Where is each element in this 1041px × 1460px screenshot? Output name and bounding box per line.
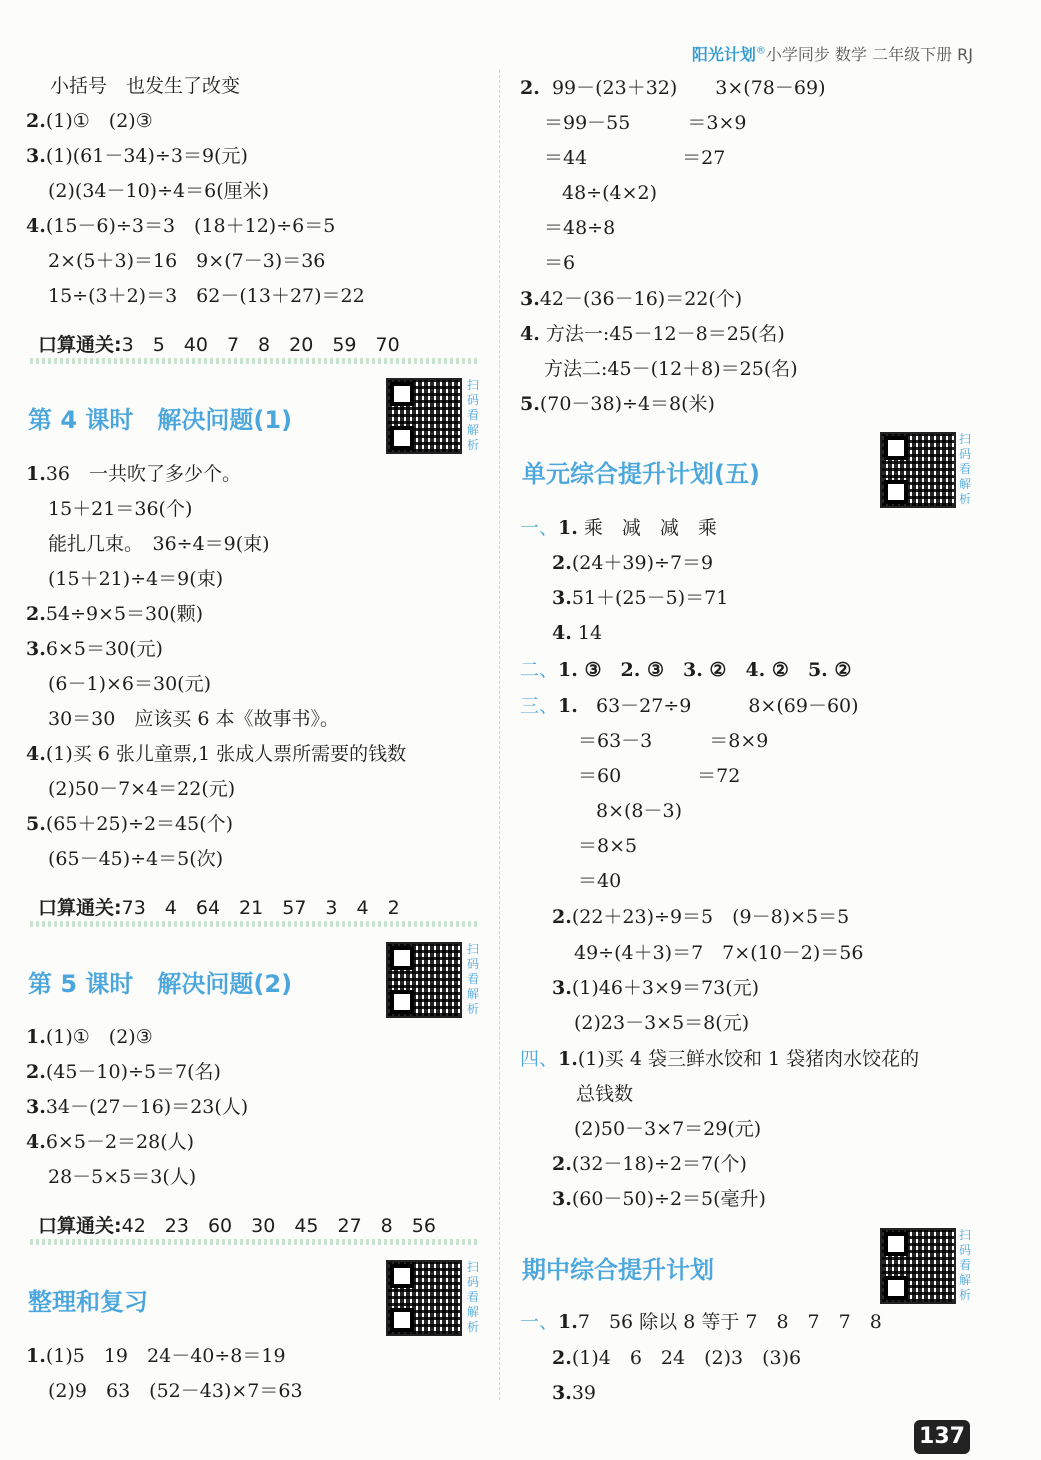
page-header — [692, 42, 973, 65]
answer-line: (2)50－7×4＝22(元) — [48, 778, 236, 800]
oral-calc-values: 73 4 64 21 57 3 4 2 — [121, 897, 400, 919]
qr-caption-char: 析 — [466, 438, 479, 452]
answer-line: (2)50－3×7＝29(元) — [574, 1118, 762, 1140]
answer-line — [520, 516, 717, 540]
answer-line: ＝44 ＝27 — [544, 147, 726, 169]
question-number: 2. — [26, 110, 46, 132]
answer-text: (65＋25)÷2＝45(个) — [45, 813, 234, 835]
answer-line — [26, 1344, 286, 1368]
answer-line — [552, 1152, 747, 1176]
answer-line — [26, 742, 406, 766]
answer-line: 方法二:45－(12＋8)＝25(名) — [544, 358, 798, 380]
answer-line — [552, 621, 602, 645]
qr-caption-char: 析 — [958, 1288, 971, 1302]
answer-line — [520, 658, 851, 682]
qr-caption-char: 扫 — [466, 1260, 479, 1274]
oral-calc-values: 42 23 60 30 45 27 8 56 — [121, 1215, 436, 1237]
answer-line: (6－1)×6＝30(元) — [48, 673, 212, 695]
answer-text: 方法一:45－12－8＝25(名) — [545, 323, 785, 345]
question-number: 5. — [520, 393, 540, 415]
qr-caption-char: 看 — [466, 972, 479, 986]
qr-caption — [466, 942, 480, 1017]
qr-caption-char: 看 — [958, 462, 971, 476]
answer-line — [26, 637, 163, 661]
question-number: 4. — [520, 323, 540, 345]
answer-line — [26, 812, 233, 836]
column-divider — [499, 70, 500, 1400]
question-number: 1. — [558, 1311, 578, 1333]
brand-name: 阳光计划 — [691, 45, 756, 64]
section-mark: 三、 — [520, 695, 559, 717]
answer-text: (1)买 4 袋三鲜水饺和 1 袋猪肉水饺花的 — [577, 1048, 920, 1070]
answer-text: 6×5－2＝28(人) — [45, 1131, 195, 1153]
answer-text: (70－38)÷4＝8(米) — [539, 393, 715, 415]
qr-code-icon[interactable] — [386, 1260, 462, 1336]
answer-line: 8×(8－3) — [596, 800, 683, 822]
answer-text: (1)① (2)③ — [45, 1026, 153, 1048]
answer-line — [26, 1060, 221, 1084]
question-number: 1. — [26, 1026, 46, 1048]
answer-text: 54÷9×5＝30(颗) — [45, 603, 204, 625]
question-number: 2. — [26, 603, 46, 625]
page-number: 137 — [914, 1420, 970, 1454]
answer-text: 39 — [571, 1382, 597, 1404]
decorative-band — [30, 921, 480, 927]
qr-caption-char: 解 — [958, 1273, 971, 1287]
question-number: 2. — [552, 1347, 572, 1369]
oral-calc-line — [38, 330, 400, 357]
question-number: 2. — [552, 552, 572, 574]
question-number: 1. — [26, 1345, 46, 1367]
answer-text: 34－(27－16)＝23(人) — [45, 1096, 249, 1118]
question-number: 1. — [558, 1048, 578, 1070]
answer-line: 15＋21＝36(个) — [48, 498, 193, 520]
question-number: 5. — [26, 813, 46, 835]
section-heading: 单元综合提升计划(五) — [522, 460, 760, 488]
qr-caption — [958, 432, 972, 507]
qr-caption-char: 扫 — [466, 378, 479, 392]
answer-text: 乘 减 减 乘 — [583, 517, 717, 539]
answer-line: 28－5×5＝3(人) — [48, 1166, 197, 1188]
answer-text: 63－27÷9 8×(69－60) — [595, 695, 859, 717]
answer-line: 49÷(4＋3)＝7 7×(10－2)＝56 — [574, 942, 864, 964]
section-heading: 期中综合提升计划 — [522, 1256, 714, 1284]
answer-text: (22＋23)÷9＝5 (9－8)×5＝5 — [571, 906, 850, 928]
section-heading: 第 5 课时 解决问题(2) — [28, 970, 293, 998]
answer-line — [520, 392, 715, 416]
qr-caption-char: 看 — [466, 1290, 479, 1304]
answer-line — [552, 551, 713, 575]
question-number: 4. — [26, 215, 46, 237]
qr-caption-char: 码 — [466, 957, 479, 971]
section-mark: 一、 — [520, 1311, 559, 1333]
registered-mark: ® — [755, 45, 766, 57]
question-number: 4. — [26, 743, 46, 765]
answer-text: (24＋39)÷7＝9 — [571, 552, 714, 574]
oral-calc-label: 口算通关: — [38, 334, 122, 356]
answer-line — [552, 1346, 801, 1370]
qr-caption-char: 看 — [958, 1258, 971, 1272]
decorative-band — [30, 1239, 480, 1245]
answer-line: ＝6 — [544, 252, 576, 274]
answer-text: 14 — [577, 622, 603, 644]
qr-caption-char: 码 — [466, 1275, 479, 1289]
answer-text: 6×5＝30(元) — [45, 638, 163, 660]
oral-calc-line — [38, 893, 400, 920]
answer-text: 7 56 除以 8 等于 7 8 7 7 8 — [577, 1311, 882, 1333]
answer-line: 2×(5＋3)＝16 9×(7－3)＝36 — [48, 250, 326, 272]
answer-text: 42－(36－16)＝22(个) — [539, 288, 743, 310]
question-number: 3. — [520, 288, 540, 310]
qr-caption-char: 扫 — [958, 432, 971, 446]
section-mark: 二、 — [520, 659, 559, 681]
question-number: 3. — [552, 977, 572, 999]
answer-line: 总钱数 — [576, 1083, 634, 1105]
answer-text: 36 一共吹了多少个。 — [45, 463, 242, 485]
question-number: 1. — [26, 463, 46, 485]
question-number: 2. — [552, 1153, 572, 1175]
answer-text: (45－10)÷5＝7(名) — [45, 1061, 221, 1083]
answer-line — [520, 1310, 882, 1334]
question-number: 2. — [520, 77, 540, 99]
answer-line: 15÷(3＋2)＝3 62－(13＋27)＝22 — [48, 285, 365, 307]
question-number: 3. — [552, 1382, 572, 1404]
qr-caption-char: 扫 — [466, 942, 479, 956]
answer-text: (1)46＋3×9＝73(元) — [571, 977, 760, 999]
decorative-band — [30, 358, 480, 364]
qr-caption-char: 解 — [466, 423, 479, 437]
answer-line — [26, 1095, 248, 1119]
answer-text: (1)① (2)③ — [45, 110, 153, 132]
question-number: 2. — [552, 906, 572, 928]
question-number: 3. — [26, 1096, 46, 1118]
section-heading: 第 4 课时 解决问题(1) — [28, 406, 293, 434]
answer-line: (15＋21)÷4＝9(束) — [48, 568, 224, 590]
answer-line: (65－45)÷4＝5(次) — [48, 848, 224, 870]
answer-text: (1)5 19 24－40÷8＝19 — [45, 1345, 286, 1367]
qr-caption — [958, 1228, 972, 1303]
answer-line: ＝8×5 — [578, 835, 638, 857]
answer-line — [26, 1130, 194, 1154]
question-number: 3. — [26, 638, 46, 660]
answer-text: (32－18)÷2＝7(个) — [571, 1153, 747, 1175]
oral-calc-line — [38, 1211, 436, 1238]
answer-line: 小括号 也发生了改变 — [50, 75, 241, 97]
qr-caption-char: 码 — [958, 1243, 971, 1257]
qr-caption — [466, 378, 480, 453]
oral-calc-label: 口算通关: — [38, 897, 122, 919]
answer-text: (15－6)÷3＝3 (18＋12)÷6＝5 — [45, 215, 336, 237]
question-number: 1. — [558, 695, 578, 717]
answer-line: 30＝30 应该买 6 本《故事书》。 — [48, 708, 340, 730]
answer-line: ＝99－55 ＝3×9 — [544, 112, 747, 134]
qr-caption — [466, 1260, 480, 1335]
answer-line — [552, 976, 759, 1000]
answer-line — [26, 602, 203, 626]
qr-caption-char: 扫 — [958, 1228, 971, 1242]
qr-caption-char: 析 — [466, 1002, 479, 1016]
question-number: 3. — [552, 587, 572, 609]
answer-line — [26, 109, 153, 133]
answer-line: ＝63－3 ＝8×9 — [578, 730, 769, 752]
answer-line: (2)(34－10)÷4＝6(厘米) — [48, 180, 270, 202]
answer-line — [520, 287, 742, 311]
qr-caption-char: 析 — [958, 492, 971, 506]
answer-line: 48÷(4×2) — [562, 182, 658, 204]
answer-line — [552, 905, 849, 929]
answer-line — [520, 694, 859, 718]
answer-line: ＝40 — [578, 870, 622, 892]
qr-code-icon[interactable] — [386, 378, 462, 454]
answer-line — [552, 586, 728, 610]
section-mark: 一、 — [520, 517, 559, 539]
answer-line — [520, 1047, 919, 1071]
answer-line: (2)9 63 (52－43)×7＝63 — [48, 1380, 303, 1402]
answer-line — [26, 462, 241, 486]
question-number: 4. — [26, 1131, 46, 1153]
answer-line — [552, 1381, 596, 1405]
answer-text: (1)(61－34)÷3＝9(元) — [45, 145, 248, 167]
answer-text: (1)4 6 24 (2)3 (3)6 — [571, 1347, 802, 1369]
question-number: 1. — [558, 517, 578, 539]
qr-code-icon[interactable] — [880, 1228, 956, 1304]
answer-line — [26, 214, 335, 238]
question-number: 4. — [552, 622, 572, 644]
qr-caption-char: 解 — [958, 477, 971, 491]
answer-line — [520, 76, 825, 100]
answer-line: ＝60 ＝72 — [578, 765, 741, 787]
answer-line — [552, 1187, 766, 1211]
qr-caption-char: 析 — [466, 1320, 479, 1334]
qr-caption-char: 码 — [466, 393, 479, 407]
question-number: 3. — [26, 145, 46, 167]
qr-caption-char: 解 — [466, 987, 479, 1001]
section-mark: 四、 — [520, 1048, 559, 1070]
answer-line: 能扎几束。 36÷4＝9(束) — [48, 533, 270, 555]
answer-text: 51＋(25－5)＝71 — [571, 587, 729, 609]
choice-answers: 1. ③ 2. ③ 3. ② 4. ② 5. ② — [558, 659, 852, 681]
qr-caption-char: 码 — [958, 447, 971, 461]
answer-text: 99－(23＋32) 3×(78－69) — [551, 77, 826, 99]
answer-line: (2)23－3×5＝8(元) — [574, 1012, 750, 1034]
qr-caption-char: 看 — [466, 408, 479, 422]
answer-text: (60－50)÷2＝5(毫升) — [571, 1188, 766, 1210]
question-number: 3. — [552, 1188, 572, 1210]
qr-code-icon[interactable] — [386, 942, 462, 1018]
answer-line — [26, 144, 248, 168]
answer-line: ＝48÷8 — [544, 217, 616, 239]
oral-calc-label: 口算通关: — [38, 1215, 122, 1237]
answer-line — [26, 1025, 153, 1049]
answer-text: (1)买 6 张儿童票,1 张成人票所需要的钱数 — [45, 743, 407, 765]
qr-caption-char: 解 — [466, 1305, 479, 1319]
book-subtitle: 小学同步 数学 二年级下册 RJ — [765, 45, 973, 64]
section-heading: 整理和复习 — [28, 1288, 148, 1316]
question-number: 2. — [26, 1061, 46, 1083]
qr-code-icon[interactable] — [880, 432, 956, 508]
oral-calc-values: 3 5 40 7 8 20 59 70 — [121, 334, 400, 356]
answer-line — [520, 322, 785, 346]
